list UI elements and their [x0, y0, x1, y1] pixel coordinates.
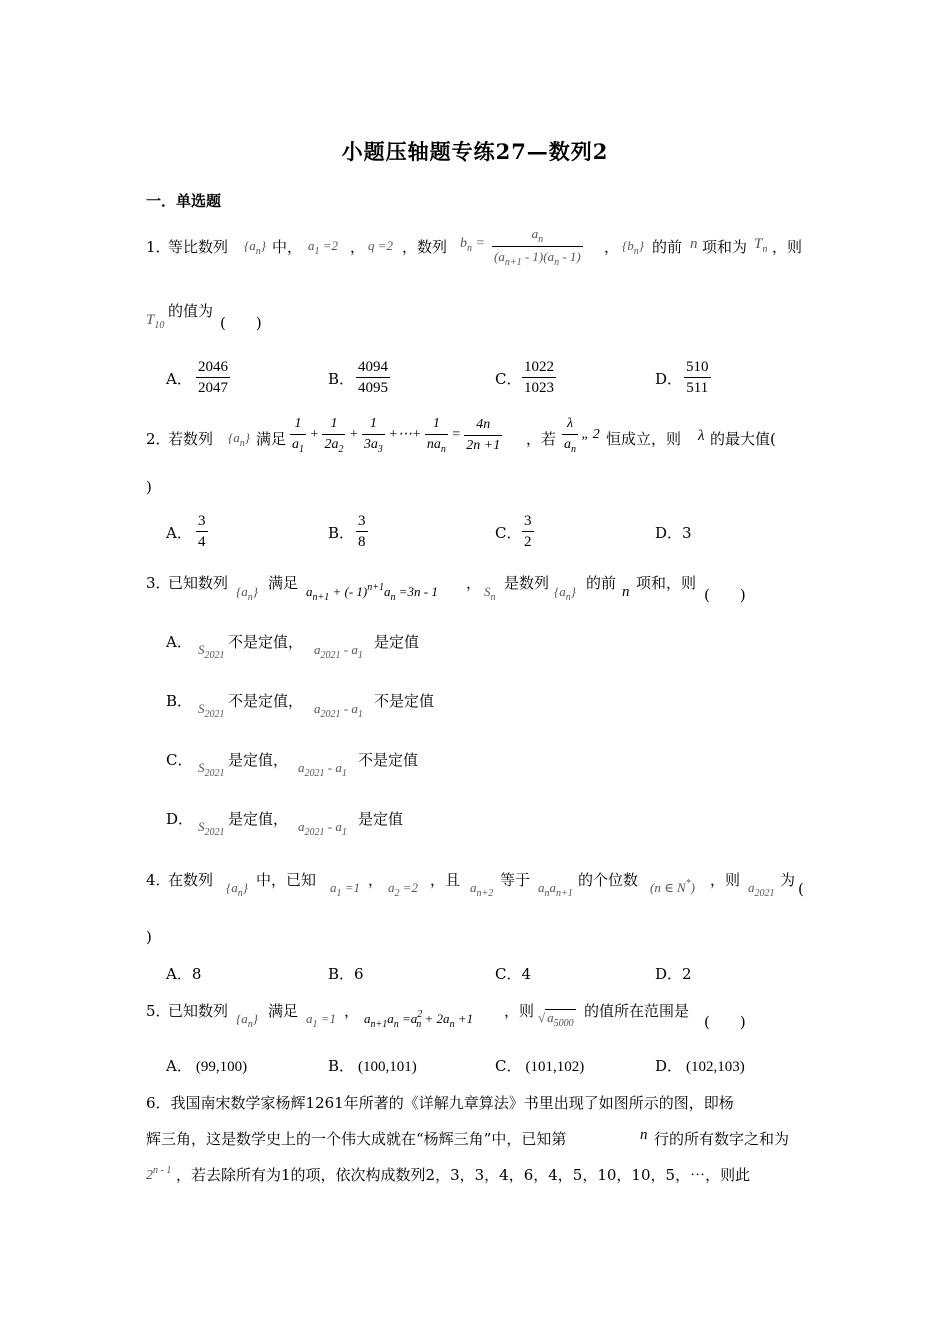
q3-option-d-text-2: 是定值 — [358, 810, 404, 828]
q3-option-c-S2021: $S_{2021}$ — [198, 760, 225, 779]
q3-option-c-label[interactable]: C． — [166, 751, 193, 769]
q2-option-d[interactable]: D．3 — [655, 524, 692, 542]
q3-number: 3． — [146, 574, 171, 592]
q1-q-eq: q =2 — [368, 238, 394, 253]
q3-option-d-S2021: $S_{2021}$ — [198, 819, 225, 838]
q2-text-5: 的最大值( — [710, 430, 776, 448]
q3-option-c-text-1: 是定值， — [228, 751, 289, 769]
q2-text-2: 满足 — [256, 430, 287, 448]
q1-a1-eq: $a_1 =2$ — [308, 238, 339, 257]
q3-option-c-text-2: 不是定值 — [358, 751, 419, 769]
q1-set-an: $\{a_n\}$ — [244, 238, 266, 257]
q2-option-a-value: $\frac{3}{4}$ — [198, 513, 206, 550]
q3-text-6: 项和，则 — [636, 574, 697, 592]
q4-set-an: $\{a_n\}$ — [226, 880, 248, 899]
q3-text-4: 是数列 — [504, 574, 550, 592]
q3-set-an: $\{a_n\}$ — [236, 584, 258, 603]
q2-lambda: λ — [698, 428, 705, 444]
q3-option-c-diff: $a_{2021} - a_1$ — [298, 760, 347, 779]
q4-product: $a_na_{n+1}$ — [538, 880, 573, 899]
q4-option-a[interactable]: A．8 — [166, 965, 202, 983]
q6-line-2b: 行的所有数字之和为 — [654, 1130, 790, 1148]
q3-option-a-S2021: $S_{2021}$ — [198, 642, 225, 661]
q4-text-4: ，且 — [430, 871, 461, 889]
q5-option-d[interactable]: D． (102,103) — [655, 1057, 745, 1075]
q2-text-4: 恒成立，则 — [606, 430, 682, 448]
q4-option-d[interactable]: D．2 — [655, 965, 692, 983]
q5-text-4: ，则 — [504, 1002, 535, 1020]
q6-line-3: ，若去除所有为1的项，依次构成数列2，3，3，4，6，4，5，10，10，5，⋯，则此 — [176, 1166, 751, 1184]
q1-option-b-label[interactable]: B． — [328, 370, 355, 388]
q3-text-3: ， — [466, 574, 482, 592]
q4-text-2: 中，已知 — [256, 871, 317, 889]
q3-option-b-label[interactable]: B． — [166, 692, 193, 710]
q5-text-5: 的值所在范围是 — [584, 1002, 690, 1020]
q3-text-1: 已知数列 — [168, 574, 229, 592]
q2-option-c-value: $\frac{3}{2}$ — [524, 513, 532, 550]
q1-T10: $T_{10}$ — [146, 312, 165, 331]
q3-n: n — [622, 584, 630, 600]
q4-text-7: ，则 — [710, 871, 741, 889]
q3-option-b-diff: $a_{2021} - a_1$ — [314, 701, 363, 720]
q2-option-b-label[interactable]: B． — [328, 524, 355, 542]
q1-bn-fraction: $\frac{a_n}{(a_{n+1} - 1)(a_n - 1)}$ — [494, 226, 581, 268]
q4-open-paren: ( — [798, 880, 804, 898]
q5-sqrt-a5000: √ $a_{5000}$ — [538, 1010, 574, 1029]
q4-text-5: 等于 — [500, 871, 531, 889]
q3-option-b-text-2: 不是定值 — [374, 692, 435, 710]
q4-text-8: 为 — [780, 871, 796, 889]
q5-a1-eq: $a_1 =1$ — [306, 1011, 337, 1030]
q5-text-3: ， — [344, 1002, 360, 1020]
q6-line-2a: 辉三角，这是数学史上的一个伟大成就在“杨辉三角”中，已知第 — [146, 1130, 567, 1148]
q3-option-b-text-1: 不是定值， — [228, 692, 304, 710]
q1-text-1: 等比数列 — [168, 238, 229, 256]
q1-text-6: 的前 — [652, 238, 683, 256]
q3-option-d-diff: $a_{2021} - a_1$ — [298, 819, 347, 838]
q3-option-b-S2021: $S_{2021}$ — [198, 701, 225, 720]
q2-number: 2． — [146, 430, 171, 448]
q4-domain: (n ∈ N*) — [650, 878, 695, 895]
q1-text-4: ，数列 — [402, 238, 448, 256]
q4-a1-eq: $a_1 =1$ — [330, 880, 361, 899]
q5-number: 5． — [146, 1002, 171, 1020]
q2-close-paren: ) — [146, 478, 152, 496]
q4-a2-eq: $a_2 =2$ — [388, 880, 419, 899]
q2-option-c-label[interactable]: C． — [495, 524, 522, 542]
q3-option-a-text-1: 不是定值， — [228, 633, 304, 651]
q3-text-5: 的前 — [586, 574, 617, 592]
q3-option-a-diff: $a_{2021} - a_1$ — [314, 642, 363, 661]
q4-number: 4． — [146, 871, 171, 889]
q1-option-d-label[interactable]: D． — [655, 370, 683, 388]
q1-option-d-value: $\frac{510}{511}$ — [686, 359, 709, 396]
q1-number: 1． — [146, 238, 171, 256]
q3-Sn: $S_n$ — [484, 584, 496, 603]
q1-text-9: 的值为 — [168, 302, 214, 320]
q2-sum-expression: $\frac{1}{a_1}$ + $\frac{1}{2a_2}$ + $\frac{1}{3a_3}$ +⋯+ $\frac{1}{na_n}$ = $\frac{4n}{2n +1}$ — [292, 416, 501, 455]
q6-n: n — [640, 1127, 648, 1143]
q1-option-b-value: $\frac{4094}{4095}$ — [358, 359, 388, 396]
q2-option-b-value: $\frac{3}{8}$ — [358, 513, 366, 550]
q3-recurrence: $a_{n+1}$ + (- $1)^{n+1}a_n =3n - 1$ — [306, 582, 438, 603]
q1-text-7: 项和为 — [702, 238, 748, 256]
q6-line-1: 6．我国南宋数学家杨辉1261年所著的《详解九章算法》书里出现了如图所示的图，即杨 — [146, 1094, 734, 1112]
q5-option-a[interactable]: A． (99,100) — [166, 1057, 248, 1075]
q3-option-a-text-2: 是定值 — [374, 633, 420, 651]
q3-option-d-text-1: 是定值， — [228, 810, 289, 828]
q1-option-c-label[interactable]: C． — [495, 370, 522, 388]
q5-text-1: 已知数列 — [168, 1002, 229, 1020]
q4-text-1: 在数列 — [168, 871, 214, 889]
q2-option-a-label[interactable]: A． — [166, 524, 192, 542]
q3-option-a-label[interactable]: A． — [166, 633, 192, 651]
page-title: 小题压轴题专练27—数列2 — [341, 139, 609, 164]
q2-text-3: ，若 — [526, 430, 557, 448]
q3-paren: ( ) — [704, 586, 746, 604]
q3-text-2: 满足 — [268, 574, 299, 592]
q1-Tn: $T_n$ — [754, 236, 768, 255]
q4-close-paren: ) — [146, 928, 152, 946]
q1-text-2: 中， — [272, 238, 303, 256]
q4-option-b[interactable]: B．6 — [328, 965, 364, 983]
q5-set-an: $\{a_n\}$ — [236, 1011, 258, 1030]
q1-text-8: ，则 — [772, 238, 803, 256]
q5-text-2: 满足 — [268, 1002, 299, 1020]
q2-lambda-fraction: $\frac{\lambda}{a_n}$ „ 2 — [564, 416, 600, 455]
q1-set-bn: $\{b_n\}$ — [622, 238, 644, 257]
q5-option-b[interactable]: B． (100,101) — [328, 1057, 417, 1075]
q1-bn-def: $b_n$ = — [460, 236, 485, 254]
q1-n: n — [690, 236, 698, 252]
q5-paren: ( ) — [704, 1013, 746, 1031]
q4-text-6: 的个位数 — [578, 871, 639, 889]
q5-recurrence: $a_{n+1}a_n =a^2_n + 2a_n +1$ — [364, 1009, 474, 1030]
q2-text-1: 若数列 — [168, 430, 214, 448]
q5-option-c[interactable]: C． (101,102) — [495, 1057, 585, 1075]
q1-paren: ( ) — [220, 314, 262, 332]
q3-option-d-label[interactable]: D． — [166, 810, 194, 828]
q4-option-c[interactable]: C．4 — [495, 965, 532, 983]
q6-power: 2$^{n - 1}$ — [146, 1165, 172, 1183]
q3-set-an-2: $\{a_n\}$ — [554, 584, 576, 603]
q1-text-5: ， — [604, 238, 620, 256]
q1-option-a-label[interactable]: A． — [166, 370, 192, 388]
q1-option-c-value: $\frac{1022}{1023}$ — [524, 359, 554, 396]
q4-a2021: $a_{2021}$ — [748, 880, 775, 899]
q1-option-a-value: $\frac{2046}{2047}$ — [198, 359, 228, 396]
q4-text-3: ， — [368, 871, 384, 889]
q4-an2: $a_{n+2}$ — [470, 880, 494, 899]
q2-set-an: $\{a_n\}$ — [228, 430, 250, 449]
q1-text-3: ， — [350, 238, 366, 256]
section-heading: 一．单选题 — [146, 192, 222, 210]
